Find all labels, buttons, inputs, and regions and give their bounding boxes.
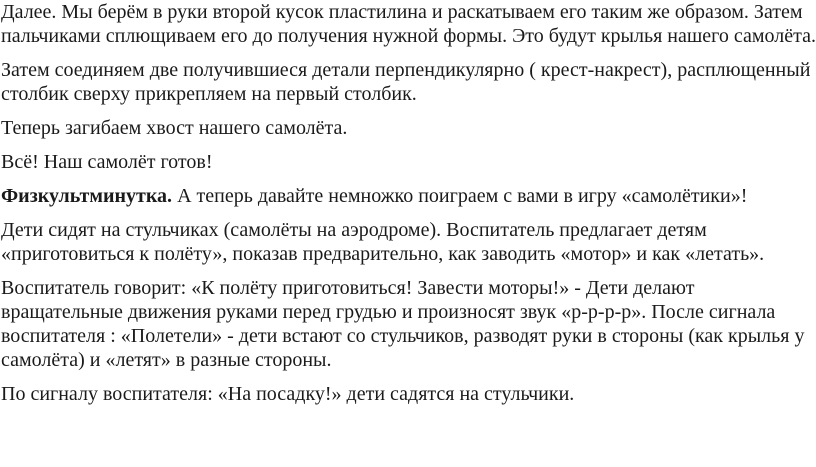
- paragraph-tail: Теперь загибаем хвост нашего самолёта.: [1, 117, 348, 139]
- paragraph-landing: По сигналу воспитателя: «На посадку!» дети садятся на стульчики.: [1, 383, 575, 405]
- exercise-heading: Физкультминутка.: [1, 185, 173, 207]
- paragraph-ready: Всё! Наш самолёт готов!: [1, 151, 213, 173]
- document-body: [1, 0, 816, 416]
- paragraph-exercise: [1, 184, 816, 208]
- paragraph-wings: Далее. Мы берём в руки второй кусок пластилина и раскатываем его таким же образом. Затем пальчиками сплющиваем его до получения нужной формы. Это будут крылья нашего самолёта.: [1, 1, 816, 47]
- paragraph-assembly: Затем соединяем две получившиеся детали перпендикулярно ( крест-накрест), расплющенный столбик сверху прикрепляем на первый столбик.: [1, 59, 811, 105]
- exercise-text: А теперь давайте немножко поиграем с вами в игру «самолётики»!: [172, 185, 748, 207]
- paragraph-teacher-says: Воспитатель говорит: «К полёту приготовиться! Завести моторы!» - Дети делают вращательные движения руками перед грудью и произносят звук «р-р-р-р». После сигнала воспитателя : «Полетели» - дети встают со стульчиков, разводят руки в стороны (как крылья у самолёта) и «летят» в разные стороны.: [1, 277, 805, 371]
- paragraph-children-seated: Дети сидят на стульчиках (самолёты на аэродроме). Воспитатель предлагает детям «приготовиться к полёту», показав предварительно, как заводить «мотор» и как «летать».: [1, 219, 765, 265]
